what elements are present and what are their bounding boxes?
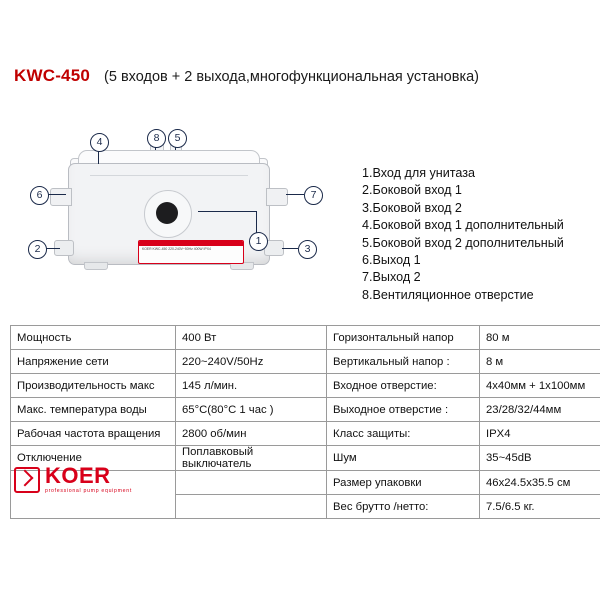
spec-right-name-2: Вертикальный напор : <box>327 350 480 374</box>
spec-right-value-4: 23/28/32/44мм <box>480 398 600 422</box>
legend-item-4: 4.Боковой вход 1 дополнительный <box>362 218 564 233</box>
leader-line-4 <box>98 150 99 164</box>
callout-4: 4 <box>90 133 109 152</box>
spec-right-value-1: 80 м <box>480 326 600 350</box>
lid-seam <box>90 175 248 176</box>
spec-left-name-3: Производительность макс <box>11 374 176 398</box>
leader-line-1 <box>198 211 256 212</box>
spec-left-value-4: 65°C(80°C 1 час ) <box>176 398 327 422</box>
legend-item-8: 8.Вентиляционное отверстие <box>362 287 534 302</box>
spec-right-name-7: Размер упаковки <box>327 471 480 495</box>
spec-left-value-2: 220~240V/50Hz <box>176 350 327 374</box>
spec-right-value-2: 8 м <box>480 350 600 374</box>
spec-left-value-6: Поплавковый выключатель <box>176 446 327 471</box>
spec-right-name-1: Горизонтальный напор <box>327 326 480 350</box>
spec-right-name-8: Вес брутто /нетто: <box>327 495 480 519</box>
side-inlet-left-icon <box>50 188 72 206</box>
spec-right-value-8: 7.5/6.5 кг. <box>480 495 600 519</box>
spec-right-name-5: Класс защиты: <box>327 422 480 446</box>
legend-item-1: 1.Вход для унитаза <box>362 166 476 180</box>
callout-3: 3 <box>298 240 317 259</box>
leader-line-7 <box>286 194 304 195</box>
callout-6: 6 <box>30 186 49 205</box>
spec-left-name-5: Рабочая частота вращения <box>11 422 176 446</box>
leader-line-2 <box>46 248 60 249</box>
brand-tagline: professional pump equipment <box>45 488 132 495</box>
callout-8: 8 <box>147 129 166 148</box>
pump-foot-left <box>84 262 108 270</box>
spec-right-value-3: 4х40мм + 1х100мм <box>480 374 600 398</box>
brand-logo <box>14 460 154 500</box>
spec-right-name-6: Шум <box>327 446 480 471</box>
legend-item-2: 2.Боковой вход 1 <box>362 183 462 198</box>
model-code: KWC-450 <box>14 66 91 85</box>
table-row <box>11 422 600 446</box>
spec-right-name-3: Входное отверстие: <box>327 374 480 398</box>
sticker-text: KOER KWC-450 220-240V~50Hz 400W IPX4 <box>142 247 211 251</box>
legend-list <box>362 165 594 304</box>
callout-5: 5 <box>168 129 187 148</box>
table-row <box>11 398 600 422</box>
leader-line-3 <box>282 248 298 249</box>
spec-left-value-3: 145 л/мин. <box>176 374 327 398</box>
legend-item-5: 5.Боковой вход 2 дополнительный <box>362 235 564 250</box>
legend-item-3: 3.Боковой вход 2 <box>362 200 462 215</box>
spec-left-name-6: Отключение <box>11 446 176 471</box>
legend-item-6: 6.Выход 1 <box>362 253 421 268</box>
table-row <box>11 350 600 374</box>
spec-left-name-2: Напряжение сети <box>11 350 176 374</box>
callout-1: 1 <box>249 232 268 251</box>
spec-left-value-5: 2800 об/мин <box>176 422 327 446</box>
spec-left-name-4: Макс. температура воды <box>11 398 176 422</box>
side-outlet-right-icon <box>266 188 288 206</box>
toilet-inlet-hole-icon <box>156 202 178 224</box>
brand-logo-text <box>45 465 132 494</box>
spec-left-name-1: Мощность <box>11 326 176 350</box>
page-title <box>14 66 594 86</box>
callout-2: 2 <box>28 240 47 259</box>
callout-7: 7 <box>304 186 323 205</box>
spec-left-value-7 <box>176 471 327 495</box>
spec-right-name-4: Выходное отверстие : <box>327 398 480 422</box>
legend-item-7: 7.Выход 2 <box>362 270 421 285</box>
spec-left-value-8 <box>176 495 327 519</box>
spec-left-value-1: 400 Вт <box>176 326 327 350</box>
table-row <box>11 374 600 398</box>
product-diagram <box>10 128 340 313</box>
brand-name: KOER <box>45 463 111 489</box>
koer-mark-icon <box>14 467 40 493</box>
spec-right-value-7: 46х24.5х35.5 см <box>480 471 600 495</box>
table-row <box>11 326 600 350</box>
spec-right-value-6: 35~45dB <box>480 446 600 471</box>
product-sticker <box>138 240 244 264</box>
leader-line-6 <box>48 194 66 195</box>
model-description: (5 входов + 2 выхода,многофункциональная установка) <box>104 69 480 85</box>
spec-right-value-5: IPX4 <box>480 422 600 446</box>
